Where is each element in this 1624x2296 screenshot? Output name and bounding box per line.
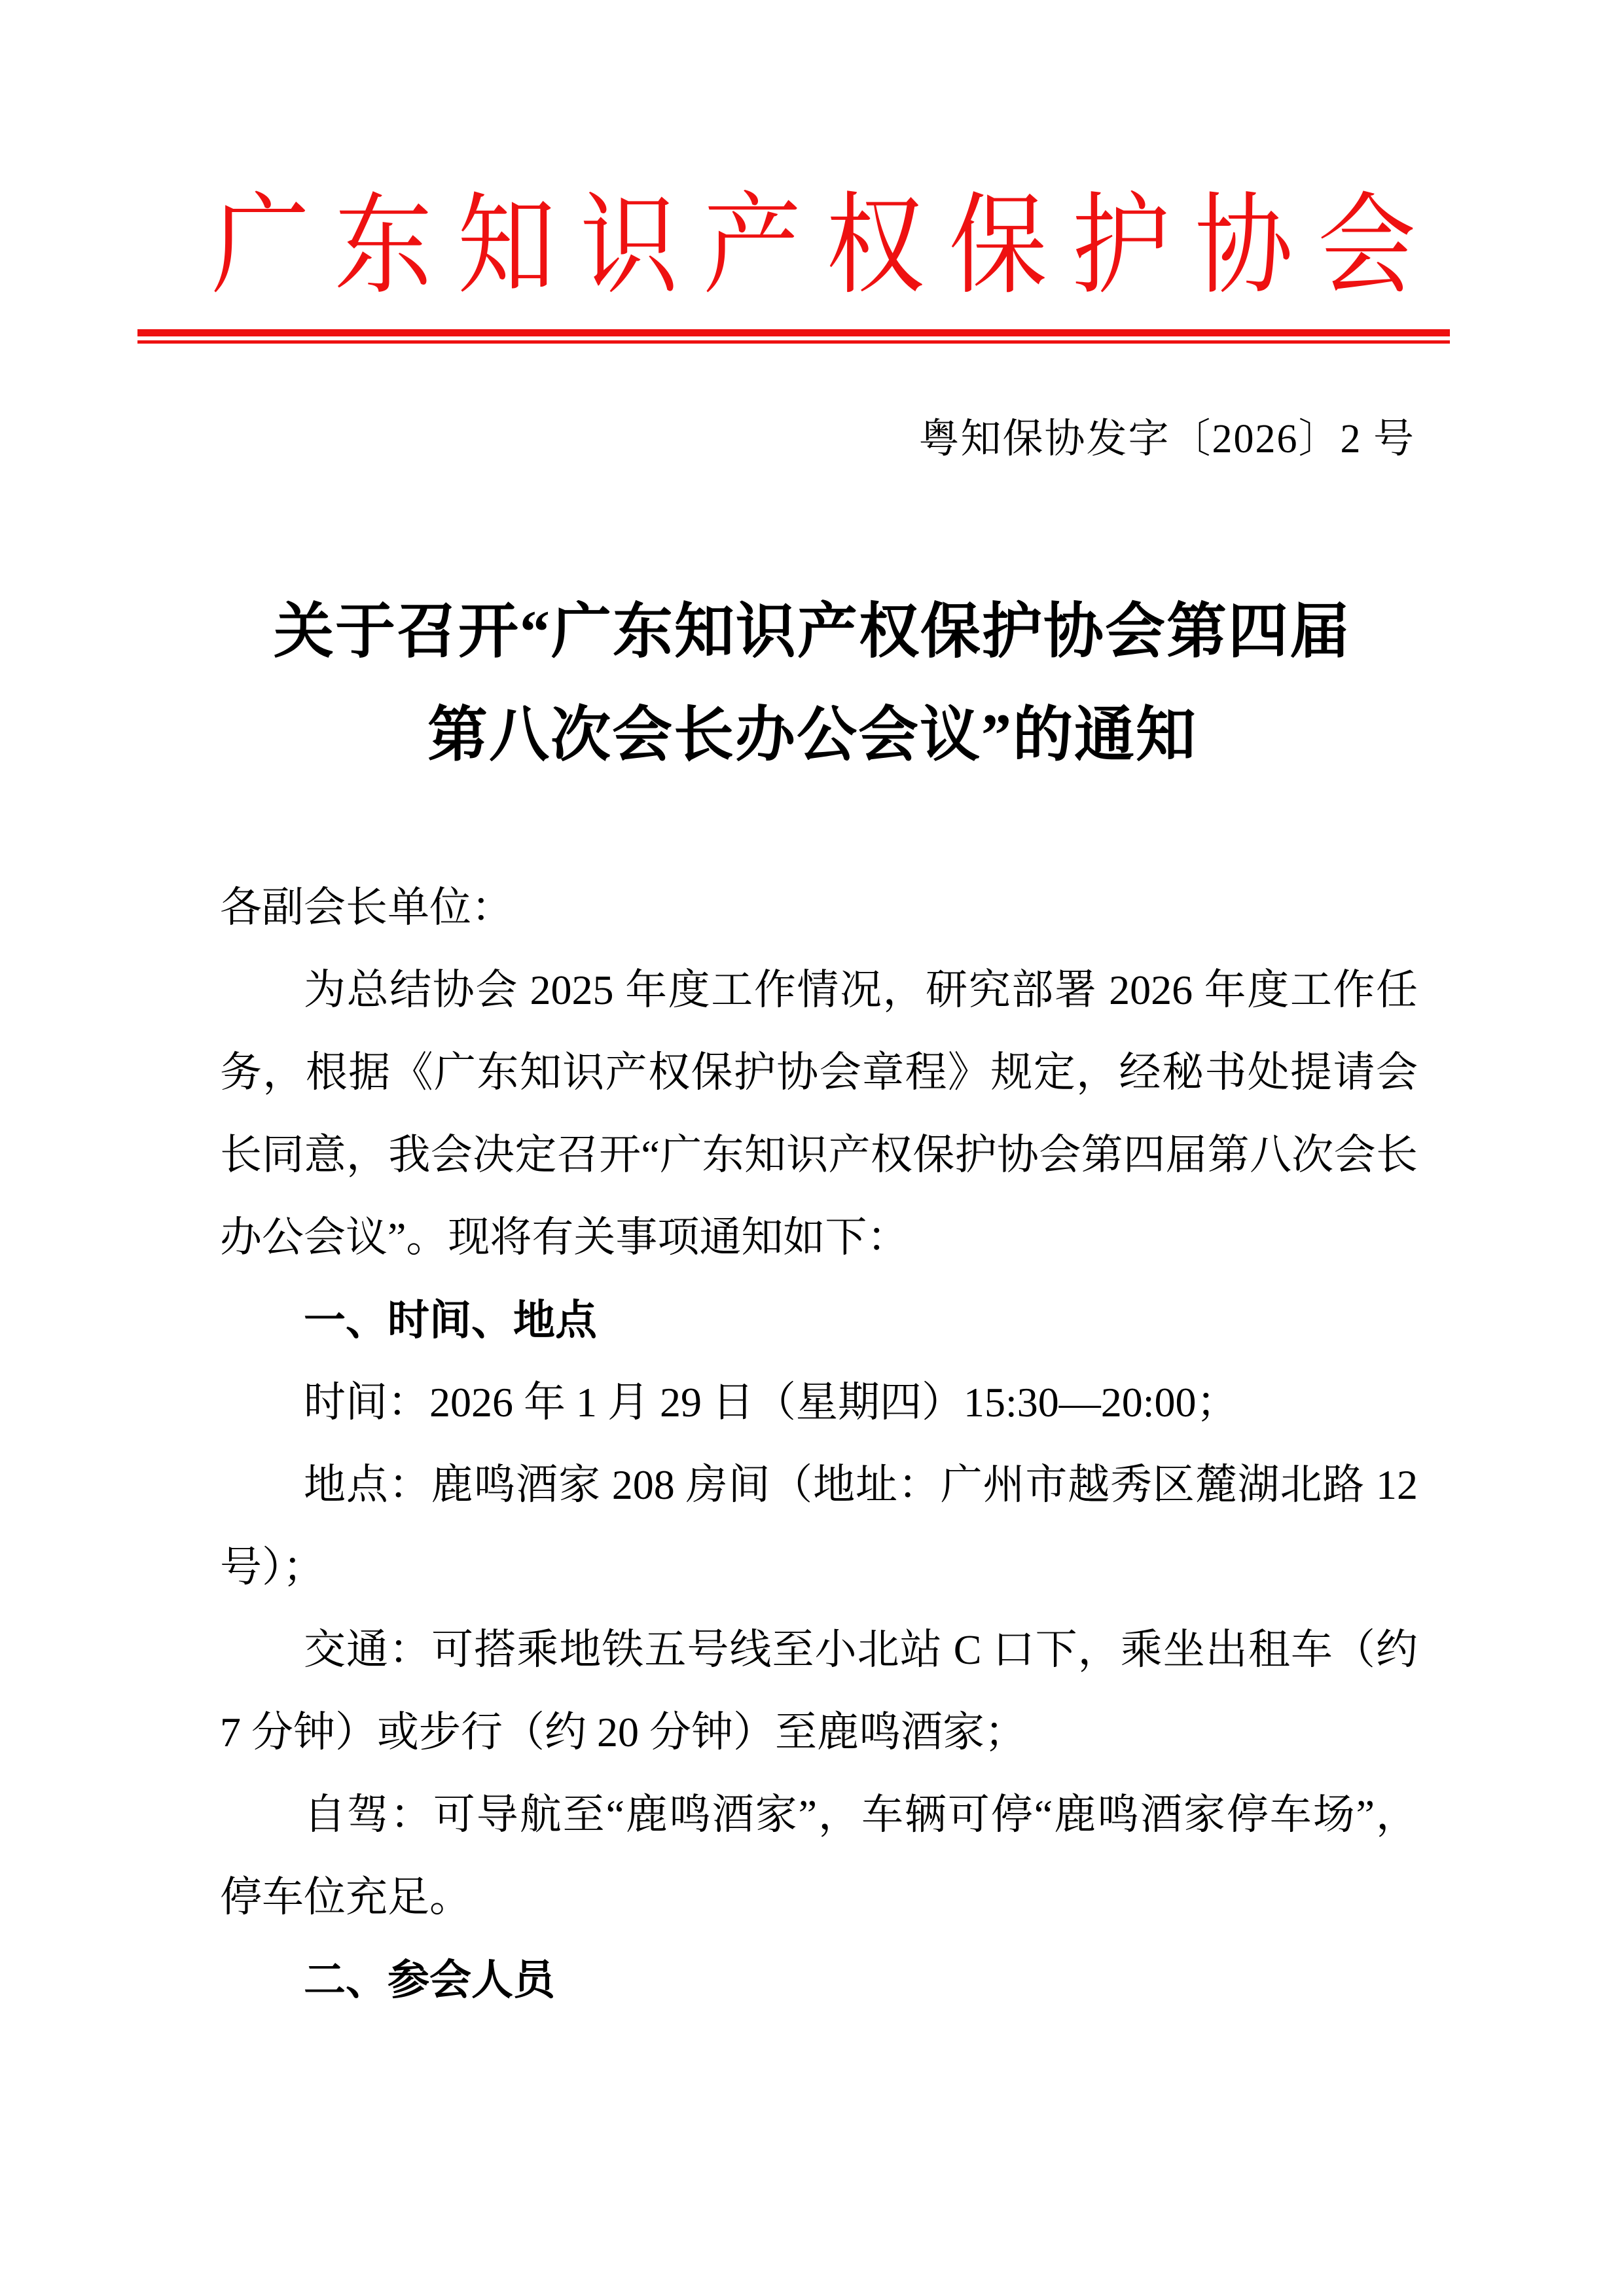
meeting-location-paragraph: 地点：鹿鸣酒家 208 房间（地址：广州市越秀区麓湖北路 12 号）；: [220, 1462, 1418, 1590]
driving-info-paragraph: 自驾：可导航至“鹿鸣酒家”，车辆可停“鹿鸣酒家停车场”，停车位充足。: [220, 1791, 1418, 1920]
meeting-time-paragraph: 时间：2026 年 1 月 29 日（星期四）15:30—20:00；: [304, 1379, 1238, 1426]
notice-title-line-2: 第八次会长办公会议”的通知: [427, 702, 1197, 768]
salutation: 各副会长单位：: [220, 884, 513, 931]
rule-thick-line: [137, 329, 1450, 336]
rule-thin-line: [137, 340, 1450, 344]
org-letterhead: 广东知识产权保护协会: [211, 185, 1416, 308]
section-1-heading: 一、时间、地点: [304, 1297, 597, 1344]
document-number: 粤知保协发字〔2026〕2 号: [918, 417, 1415, 461]
notice-title: [213, 580, 1411, 787]
intro-paragraph: 为总结协会 2025 年度工作情况，研究部署 2026 年度工作任务，根据《广东知识产权保护协会章程》规定，经秘书处提请会长同意，我会决定召开“广东知识产权保护协会第四届第八次会长办公会议”。现将有关事项通知如下：: [220, 967, 1418, 1261]
transit-info-paragraph: 交通：可搭乘地铁五号线至小北站 C 口下，乘坐出租车（约 7 分钟）或步行（约 20 分钟）至鹿鸣酒家；: [220, 1626, 1418, 1755]
letterhead-double-rule: [137, 329, 1450, 344]
notice-body: [220, 867, 1418, 2021]
notice-title-line-1: 关于召开“广东知识产权保护协会第四届: [273, 598, 1351, 665]
section-2-heading: 二、参会人员: [304, 1956, 555, 2003]
